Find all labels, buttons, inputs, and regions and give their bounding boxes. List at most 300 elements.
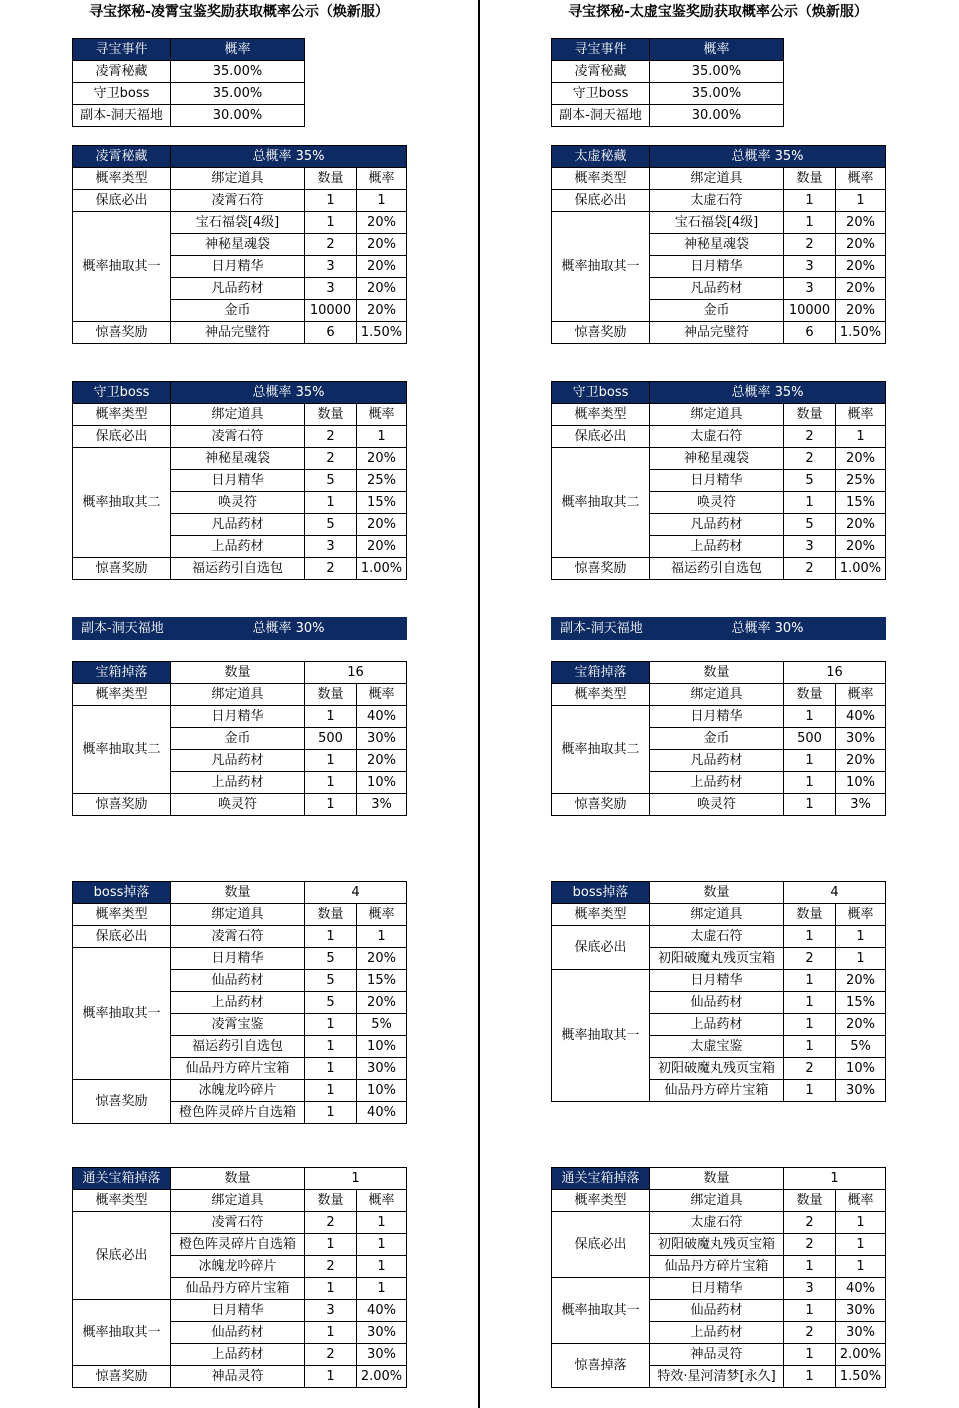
column-header: 数量 [305,904,357,926]
table-row [73,706,407,728]
item-name: 上品药材 [650,1322,784,1344]
item-quantity: 1 [784,212,836,234]
item-name: 神品灵符 [171,1366,305,1388]
section-bar-2 [72,617,407,640]
quantity-label: 数量 [650,662,784,684]
probability-type: 概率抽取其一 [73,212,171,322]
quantity-value: 16 [784,662,886,684]
summary-header: 概率 [650,39,784,61]
item-probability: 1.50% [357,322,407,344]
column-header-row [73,904,407,926]
item-name: 神秘星魂袋 [171,234,305,256]
item-probability: 20% [836,448,886,470]
column-header: 概率 [357,404,407,426]
left-panel [0,0,478,1408]
section-name: 副本-洞天福地 [552,618,650,640]
item-name: 凡品药材 [171,514,305,536]
quantity-value: 4 [784,882,886,904]
section-header-row [73,382,407,404]
item-quantity: 1 [305,750,357,772]
item-name: 上品药材 [171,772,305,794]
item-name: 唤灵符 [650,492,784,514]
probability-type: 惊喜奖励 [73,1080,171,1124]
quantity-label: 数量 [171,1168,305,1190]
item-quantity: 5 [305,514,357,536]
column-header: 绑定道具 [171,168,305,190]
item-name: 冰魄龙吟碎片 [171,1080,305,1102]
section-name: boss掉落 [552,882,650,904]
column-header: 数量 [784,168,836,190]
item-quantity: 1 [305,706,357,728]
item-probability: 15% [836,492,886,514]
item-probability: 20% [836,234,886,256]
probability-type: 概率抽取其一 [552,1278,650,1344]
section-total: 总概率 35% [650,382,886,404]
item-probability: 40% [357,706,407,728]
item-name: 太虚石符 [650,426,784,448]
item-probability: 20% [357,278,407,300]
item-probability: 30% [357,1344,407,1366]
item-quantity: 2 [305,1256,357,1278]
column-header: 绑定道具 [171,404,305,426]
item-quantity: 2 [784,1212,836,1234]
item-probability: 1 [357,1278,407,1300]
item-quantity: 10000 [305,300,357,322]
table-row [552,558,886,580]
item-name: 太虚宝鉴 [650,1036,784,1058]
column-title: 寻宝探秘-太虚宝鉴奖励获取概率公示（焕新服） [568,4,868,20]
item-probability: 10% [357,1080,407,1102]
event-probability: 35.00% [650,61,784,83]
item-quantity: 3 [784,1278,836,1300]
probability-type: 概率抽取其二 [73,706,171,794]
column-header: 概率 [357,168,407,190]
probability-type: 惊喜掉落 [552,1344,650,1388]
item-probability: 5% [357,1014,407,1036]
item-quantity: 2 [784,1058,836,1080]
item-probability: 1 [836,926,886,948]
probability-type: 保底必出 [552,426,650,448]
probability-type: 保底必出 [552,190,650,212]
section-table-5 [72,1167,407,1388]
item-name: 日月精华 [650,1278,784,1300]
item-quantity: 3 [784,278,836,300]
item-probability: 1.00% [836,558,886,580]
item-name: 福运药引自选包 [650,558,784,580]
section-header-row [73,662,407,684]
column-header: 数量 [305,684,357,706]
column-header: 绑定道具 [650,1190,784,1212]
section-total: 总概率 35% [171,382,407,404]
item-name: 上品药材 [171,992,305,1014]
item-quantity: 1 [784,992,836,1014]
item-name: 日月精华 [650,470,784,492]
column-header-row [73,1190,407,1212]
item-probability: 20% [357,256,407,278]
item-name: 初阳破魔丸残页宝箱 [650,1234,784,1256]
column-header: 概率 [836,404,886,426]
column-header: 概率类型 [552,684,650,706]
item-quantity: 2 [305,234,357,256]
item-name: 上品药材 [650,536,784,558]
column-header: 概率 [357,904,407,926]
item-quantity: 500 [305,728,357,750]
item-name: 金币 [171,728,305,750]
column-header: 概率类型 [73,904,171,926]
item-probability: 1 [836,426,886,448]
item-probability: 20% [357,992,407,1014]
event-name: 守卫boss [552,83,650,105]
item-name: 福运药引自选包 [171,558,305,580]
table-row [552,426,886,448]
item-probability: 30% [357,1058,407,1080]
column-header-row [552,684,886,706]
item-probability: 1 [836,190,886,212]
column-header-row [552,1190,886,1212]
item-probability: 20% [836,514,886,536]
item-probability: 20% [357,448,407,470]
item-quantity: 1 [784,1014,836,1036]
probability-type: 惊喜奖励 [552,794,650,816]
column-header: 数量 [784,1190,836,1212]
item-quantity: 2 [305,448,357,470]
item-quantity: 5 [305,470,357,492]
item-name: 神品完璧符 [650,322,784,344]
column-header: 概率类型 [552,404,650,426]
section-header-row [552,662,886,684]
section-table-3 [72,661,407,816]
column-header: 数量 [784,904,836,926]
table-row [73,1080,407,1102]
section-name: 通关宝箱掉落 [73,1168,171,1190]
item-probability: 20% [836,1014,886,1036]
item-probability: 30% [357,1322,407,1344]
item-quantity: 1 [305,1036,357,1058]
column-title: 寻宝探秘-凌霄宝鉴奖励获取概率公示（焕新服） [89,4,389,20]
table-row [552,970,886,992]
item-probability: 30% [357,728,407,750]
event-name: 凌霄秘藏 [73,61,171,83]
section-header-row [552,1168,886,1190]
item-probability: 20% [836,256,886,278]
item-quantity: 2 [305,1212,357,1234]
item-probability: 1 [836,948,886,970]
section-table-1 [72,381,407,580]
item-probability: 20% [357,750,407,772]
column-header: 概率类型 [73,684,171,706]
item-quantity: 1 [305,1058,357,1080]
item-name: 橙色阵灵碎片自选箱 [171,1102,305,1124]
item-name: 宝石福袋[4级] [650,212,784,234]
item-name: 仙品丹方碎片宝箱 [171,1278,305,1300]
item-quantity: 3 [305,278,357,300]
item-probability: 3% [836,794,886,816]
item-name: 日月精华 [650,256,784,278]
item-quantity: 1 [305,772,357,794]
item-quantity: 2 [305,1344,357,1366]
probability-type: 概率抽取其一 [552,970,650,1102]
item-name: 特效·星河清梦[永久] [650,1366,784,1388]
item-quantity: 5 [305,992,357,1014]
item-name: 唤灵符 [171,492,305,514]
item-quantity: 1 [784,970,836,992]
column-header: 概率 [836,904,886,926]
table-row [552,706,886,728]
item-quantity: 1 [305,190,357,212]
item-quantity: 1 [305,926,357,948]
column-header-row [73,168,407,190]
quantity-value: 16 [305,662,407,684]
column-header: 数量 [784,404,836,426]
probability-type: 保底必出 [73,426,171,448]
item-probability: 1 [836,1234,886,1256]
item-name: 太虚石符 [650,190,784,212]
item-name: 仙品药材 [650,992,784,1014]
item-name: 神品灵符 [650,1344,784,1366]
item-probability: 20% [836,300,886,322]
column-header: 概率类型 [73,404,171,426]
item-name: 日月精华 [171,470,305,492]
table-row [73,212,407,234]
section-total: 总概率 30% [171,618,407,640]
item-quantity: 1 [784,926,836,948]
section-name: 守卫boss [73,382,171,404]
section-table-4 [72,881,407,1124]
section-bar-2 [551,617,886,640]
section-header-row [552,146,886,168]
item-probability: 3% [357,794,407,816]
item-probability: 30% [836,1080,886,1102]
item-probability: 20% [836,536,886,558]
item-name: 仙品丹方碎片宝箱 [650,1080,784,1102]
item-probability: 1 [357,1234,407,1256]
table-row [552,794,886,816]
item-quantity: 5 [784,514,836,536]
section-header-row [73,1168,407,1190]
section-table-0 [551,145,886,344]
quantity-label: 数量 [171,882,305,904]
item-name: 凌霄宝鉴 [171,1014,305,1036]
item-probability: 1 [836,1212,886,1234]
item-name: 太虚石符 [650,926,784,948]
item-name: 金币 [171,300,305,322]
section-name: 宝箱掉落 [73,662,171,684]
quantity-value: 4 [305,882,407,904]
table-row [552,61,784,83]
item-name: 凌霄石符 [171,426,305,448]
item-quantity: 3 [784,256,836,278]
item-quantity: 2 [784,1234,836,1256]
table-row [73,448,407,470]
item-quantity: 2 [784,558,836,580]
item-quantity: 3 [305,1300,357,1322]
section-name: 守卫boss [552,382,650,404]
column-header-row [552,404,886,426]
item-quantity: 5 [305,970,357,992]
column-header: 数量 [305,404,357,426]
column-header: 概率 [836,168,886,190]
item-probability: 1.00% [357,558,407,580]
item-name: 凡品药材 [650,750,784,772]
item-quantity: 2 [784,426,836,448]
item-name: 凡品药材 [171,750,305,772]
section-total: 总概率 30% [650,618,886,640]
section-table-4 [551,881,886,1102]
quantity-label: 数量 [171,662,305,684]
probability-type: 惊喜奖励 [73,558,171,580]
column-header: 概率 [357,684,407,706]
table-row [73,83,305,105]
table-row [73,1366,407,1388]
item-quantity: 1 [305,1014,357,1036]
summary-header: 概率 [171,39,305,61]
column-header: 绑定道具 [650,168,784,190]
item-probability: 10% [357,1036,407,1058]
table-row [73,558,407,580]
item-name: 金币 [650,728,784,750]
summary-table [551,38,784,127]
item-probability: 2.00% [836,1344,886,1366]
item-quantity: 1 [305,794,357,816]
item-probability: 40% [357,1300,407,1322]
item-quantity: 2 [305,558,357,580]
item-name: 凌霄石符 [171,190,305,212]
section-total: 总概率 35% [171,146,407,168]
table-row [73,105,305,127]
item-name: 仙品药材 [171,1322,305,1344]
item-probability: 20% [357,948,407,970]
event-name: 凌霄秘藏 [552,61,650,83]
column-header: 概率类型 [552,1190,650,1212]
column-header: 概率 [836,1190,886,1212]
item-quantity: 1 [784,1366,836,1388]
section-table-3 [551,661,886,816]
item-quantity: 3 [305,536,357,558]
item-probability: 1 [357,190,407,212]
item-name: 凌霄石符 [171,1212,305,1234]
item-quantity: 1 [305,1234,357,1256]
quantity-value: 1 [305,1168,407,1190]
table-row [552,1212,886,1234]
table-row [73,190,407,212]
column-header: 绑定道具 [171,1190,305,1212]
item-name: 仙品药材 [171,970,305,992]
item-name: 唤灵符 [650,794,784,816]
item-probability: 20% [836,970,886,992]
item-name: 唤灵符 [171,794,305,816]
table-row [552,105,784,127]
probability-type: 惊喜奖励 [73,1366,171,1388]
item-quantity: 5 [784,470,836,492]
item-probability: 15% [836,992,886,1014]
item-probability: 20% [357,514,407,536]
item-quantity: 1 [305,1278,357,1300]
item-probability: 1.50% [836,322,886,344]
item-quantity: 1 [305,1102,357,1124]
section-table-0 [72,145,407,344]
probability-type: 保底必出 [73,190,171,212]
event-probability: 35.00% [650,83,784,105]
summary-header: 寻宝事件 [552,39,650,61]
probability-type: 概率抽取其一 [552,212,650,322]
item-probability: 20% [357,300,407,322]
probability-type: 概率抽取其二 [552,448,650,558]
item-quantity: 500 [784,728,836,750]
quantity-label: 数量 [650,1168,784,1190]
section-name: boss掉落 [73,882,171,904]
probability-type: 保底必出 [73,926,171,948]
item-name: 凌霄石符 [171,926,305,948]
event-name: 副本-洞天福地 [73,105,171,127]
item-name: 日月精华 [650,706,784,728]
quantity-value: 1 [784,1168,886,1190]
item-probability: 40% [357,1102,407,1124]
probability-type: 惊喜奖励 [552,558,650,580]
summary-header: 寻宝事件 [73,39,171,61]
item-quantity: 1 [784,772,836,794]
section-name: 宝箱掉落 [552,662,650,684]
probability-type: 保底必出 [552,1212,650,1278]
column-header: 数量 [784,684,836,706]
column-header-row [552,904,886,926]
quantity-label: 数量 [650,882,784,904]
item-name: 凡品药材 [171,278,305,300]
event-probability: 30.00% [171,105,305,127]
event-probability: 30.00% [650,105,784,127]
table-row [552,1278,886,1300]
item-quantity: 1 [784,794,836,816]
table-row [552,448,886,470]
item-name: 神秘星魂袋 [171,448,305,470]
item-name: 日月精华 [171,948,305,970]
column-header: 概率类型 [73,168,171,190]
probability-type: 概率抽取其一 [73,1300,171,1366]
column-header-row [73,404,407,426]
item-name: 金币 [650,300,784,322]
item-probability: 1 [357,1212,407,1234]
item-probability: 1 [357,926,407,948]
section-table-1 [551,381,886,580]
probability-type: 概率抽取其二 [552,706,650,794]
table-row [73,926,407,948]
event-probability: 35.00% [171,61,305,83]
probability-type: 惊喜奖励 [552,322,650,344]
right-panel [479,0,957,1408]
table-row [73,322,407,344]
section-name: 通关宝箱掉落 [552,1168,650,1190]
item-probability: 10% [836,772,886,794]
column-header: 概率 [357,1190,407,1212]
column-header: 绑定道具 [171,904,305,926]
item-name: 神品完璧符 [171,322,305,344]
column-header: 概率 [836,684,886,706]
event-name: 守卫boss [73,83,171,105]
item-probability: 40% [836,1278,886,1300]
item-name: 宝石福袋[4级] [171,212,305,234]
table-row [73,794,407,816]
column-header: 数量 [305,1190,357,1212]
summary-table [72,38,305,127]
column-header: 概率类型 [73,1190,171,1212]
table-row [73,1300,407,1322]
event-name: 副本-洞天福地 [552,105,650,127]
section-name: 副本-洞天福地 [73,618,171,640]
item-quantity: 1 [784,706,836,728]
item-quantity: 6 [784,322,836,344]
item-quantity: 2 [784,948,836,970]
item-name: 福运药引自选包 [171,1036,305,1058]
probability-type: 概率抽取其一 [73,948,171,1080]
